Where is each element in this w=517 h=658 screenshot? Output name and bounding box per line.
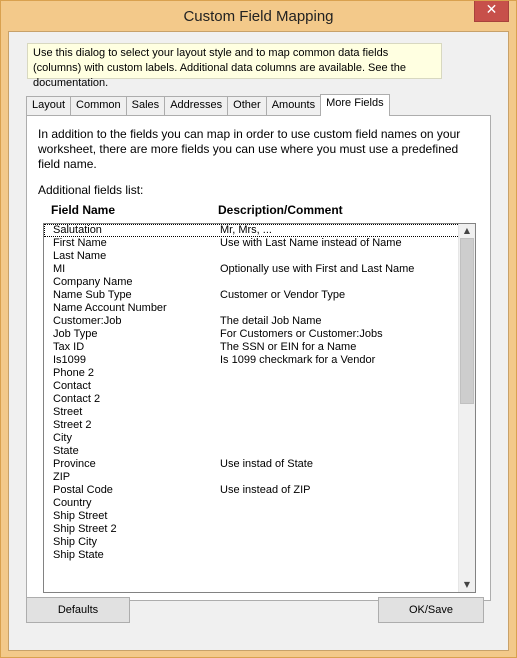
window-title: Custom Field Mapping: [183, 8, 334, 25]
close-icon: ✕: [485, 2, 498, 18]
field-name-cell: Contact 2: [53, 393, 101, 405]
field-name-cell: State: [53, 445, 79, 457]
field-description-cell: The SSN or EIN for a Name: [220, 341, 357, 353]
field-description-cell: For Customers or Customer:Jobs: [220, 328, 383, 340]
field-name-cell: Tax ID: [53, 341, 85, 353]
field-list-row[interactable]: [44, 536, 460, 549]
title-bar[interactable]: [1, 1, 516, 31]
tab-more-fields[interactable]: More Fields: [320, 94, 389, 116]
fields-list-label: Additional fields list:: [38, 183, 144, 197]
field-description-cell: Use instead of ZIP: [220, 484, 311, 496]
field-list-row[interactable]: [44, 224, 460, 237]
field-name-cell: Ship Street: [53, 510, 108, 522]
info-banner: Use this dialog to select your layout style and to map common data fields (columns) with custom labels. Additional data columns are available. See the documentation.: [27, 43, 442, 79]
tab-addresses[interactable]: Addresses: [164, 96, 228, 115]
field-name-cell: Name Account Number: [53, 302, 167, 314]
field-name-cell: Name Sub Type: [53, 289, 132, 301]
field-name-cell: ZIP: [53, 471, 71, 483]
field-list-row[interactable]: [44, 393, 460, 406]
field-list-row[interactable]: [44, 432, 460, 445]
field-name-cell: Customer:Job: [53, 315, 122, 327]
field-list-row[interactable]: [44, 458, 460, 471]
field-name-cell: Contact: [53, 380, 91, 392]
tab-common[interactable]: Common: [70, 96, 127, 115]
field-name-cell: Ship Street 2: [53, 523, 117, 535]
field-list-row[interactable]: [44, 510, 460, 523]
field-list-row[interactable]: [44, 354, 460, 367]
field-list-row[interactable]: [44, 471, 460, 484]
field-name-cell: Salutation: [53, 224, 102, 236]
tab-amounts[interactable]: Amounts: [266, 96, 321, 115]
field-list-row[interactable]: [44, 302, 460, 315]
field-list-row[interactable]: [44, 328, 460, 341]
field-list-row[interactable]: [44, 367, 460, 380]
field-description-cell: Mr, Mrs, ...: [220, 224, 272, 236]
field-name-cell: Postal Code: [53, 484, 113, 496]
more-fields-panel: [26, 115, 491, 601]
field-list-row[interactable]: [44, 497, 460, 510]
tab-sales[interactable]: Sales: [126, 96, 166, 115]
scrollbar-thumb[interactable]: [460, 238, 474, 404]
field-list-row[interactable]: [44, 315, 460, 328]
field-description-cell: Customer or Vendor Type: [220, 289, 346, 301]
tab-strip: [26, 94, 389, 114]
additional-fields-list[interactable]: [43, 223, 476, 593]
field-name-cell: Job Type: [53, 328, 98, 340]
field-name-cell: First Name: [53, 237, 107, 249]
defaults-button[interactable]: Defaults: [26, 597, 130, 623]
fields-list-rows: [44, 224, 460, 562]
close-button[interactable]: [474, 1, 509, 22]
field-list-row[interactable]: [44, 406, 460, 419]
field-description-cell: The detail Job Name: [220, 315, 322, 327]
field-list-row[interactable]: [44, 380, 460, 393]
field-name-cell: Is1099: [53, 354, 87, 366]
dialog-body: [8, 31, 509, 651]
field-list-row[interactable]: [44, 549, 460, 562]
field-description-cell: Is 1099 checkmark for a Vendor: [220, 354, 376, 366]
field-name-cell: City: [53, 432, 72, 444]
field-list-row[interactable]: [44, 341, 460, 354]
scroll-down-icon[interactable]: ▼: [459, 578, 475, 592]
field-name-cell: Street: [53, 406, 83, 418]
field-name-cell: Country: [53, 497, 92, 509]
field-list-row[interactable]: [44, 484, 460, 497]
field-name-cell: Company Name: [53, 276, 133, 288]
field-name-column-header: Field Name: [51, 203, 116, 217]
field-list-row[interactable]: [44, 445, 460, 458]
field-name-cell: Province: [53, 458, 96, 470]
field-name-cell: Ship City: [53, 536, 98, 548]
field-list-row[interactable]: [44, 523, 460, 536]
field-name-cell: MI: [53, 263, 66, 275]
field-list-row[interactable]: [44, 237, 460, 250]
field-list-row[interactable]: [44, 263, 460, 276]
field-list-row[interactable]: [44, 276, 460, 289]
ok-save-button[interactable]: OK/Save: [378, 597, 484, 623]
scroll-up-icon[interactable]: ▲: [459, 224, 475, 238]
description-column-header: Description/Comment: [218, 203, 343, 217]
field-name-cell: Ship State: [53, 549, 104, 561]
field-list-row[interactable]: [44, 289, 460, 302]
tab-layout[interactable]: Layout: [26, 96, 71, 115]
field-name-cell: Street 2: [53, 419, 92, 431]
field-list-row[interactable]: [44, 250, 460, 263]
field-name-cell: Phone 2: [53, 367, 94, 379]
field-description-cell: Use with Last Name instead of Name: [220, 237, 402, 249]
field-list-row[interactable]: [44, 419, 460, 432]
field-description-cell: Use instad of State: [220, 458, 313, 470]
field-description-cell: Optionally use with First and Last Name: [220, 263, 415, 275]
vertical-scrollbar[interactable]: [458, 224, 475, 592]
field-name-cell: Last Name: [53, 250, 107, 262]
panel-intro-text: In addition to the fields you can map in order to use custom field names on your worksheet, there are more fields you can use where you must use a predefined field name.: [38, 127, 461, 171]
tab-other[interactable]: Other: [227, 96, 267, 115]
